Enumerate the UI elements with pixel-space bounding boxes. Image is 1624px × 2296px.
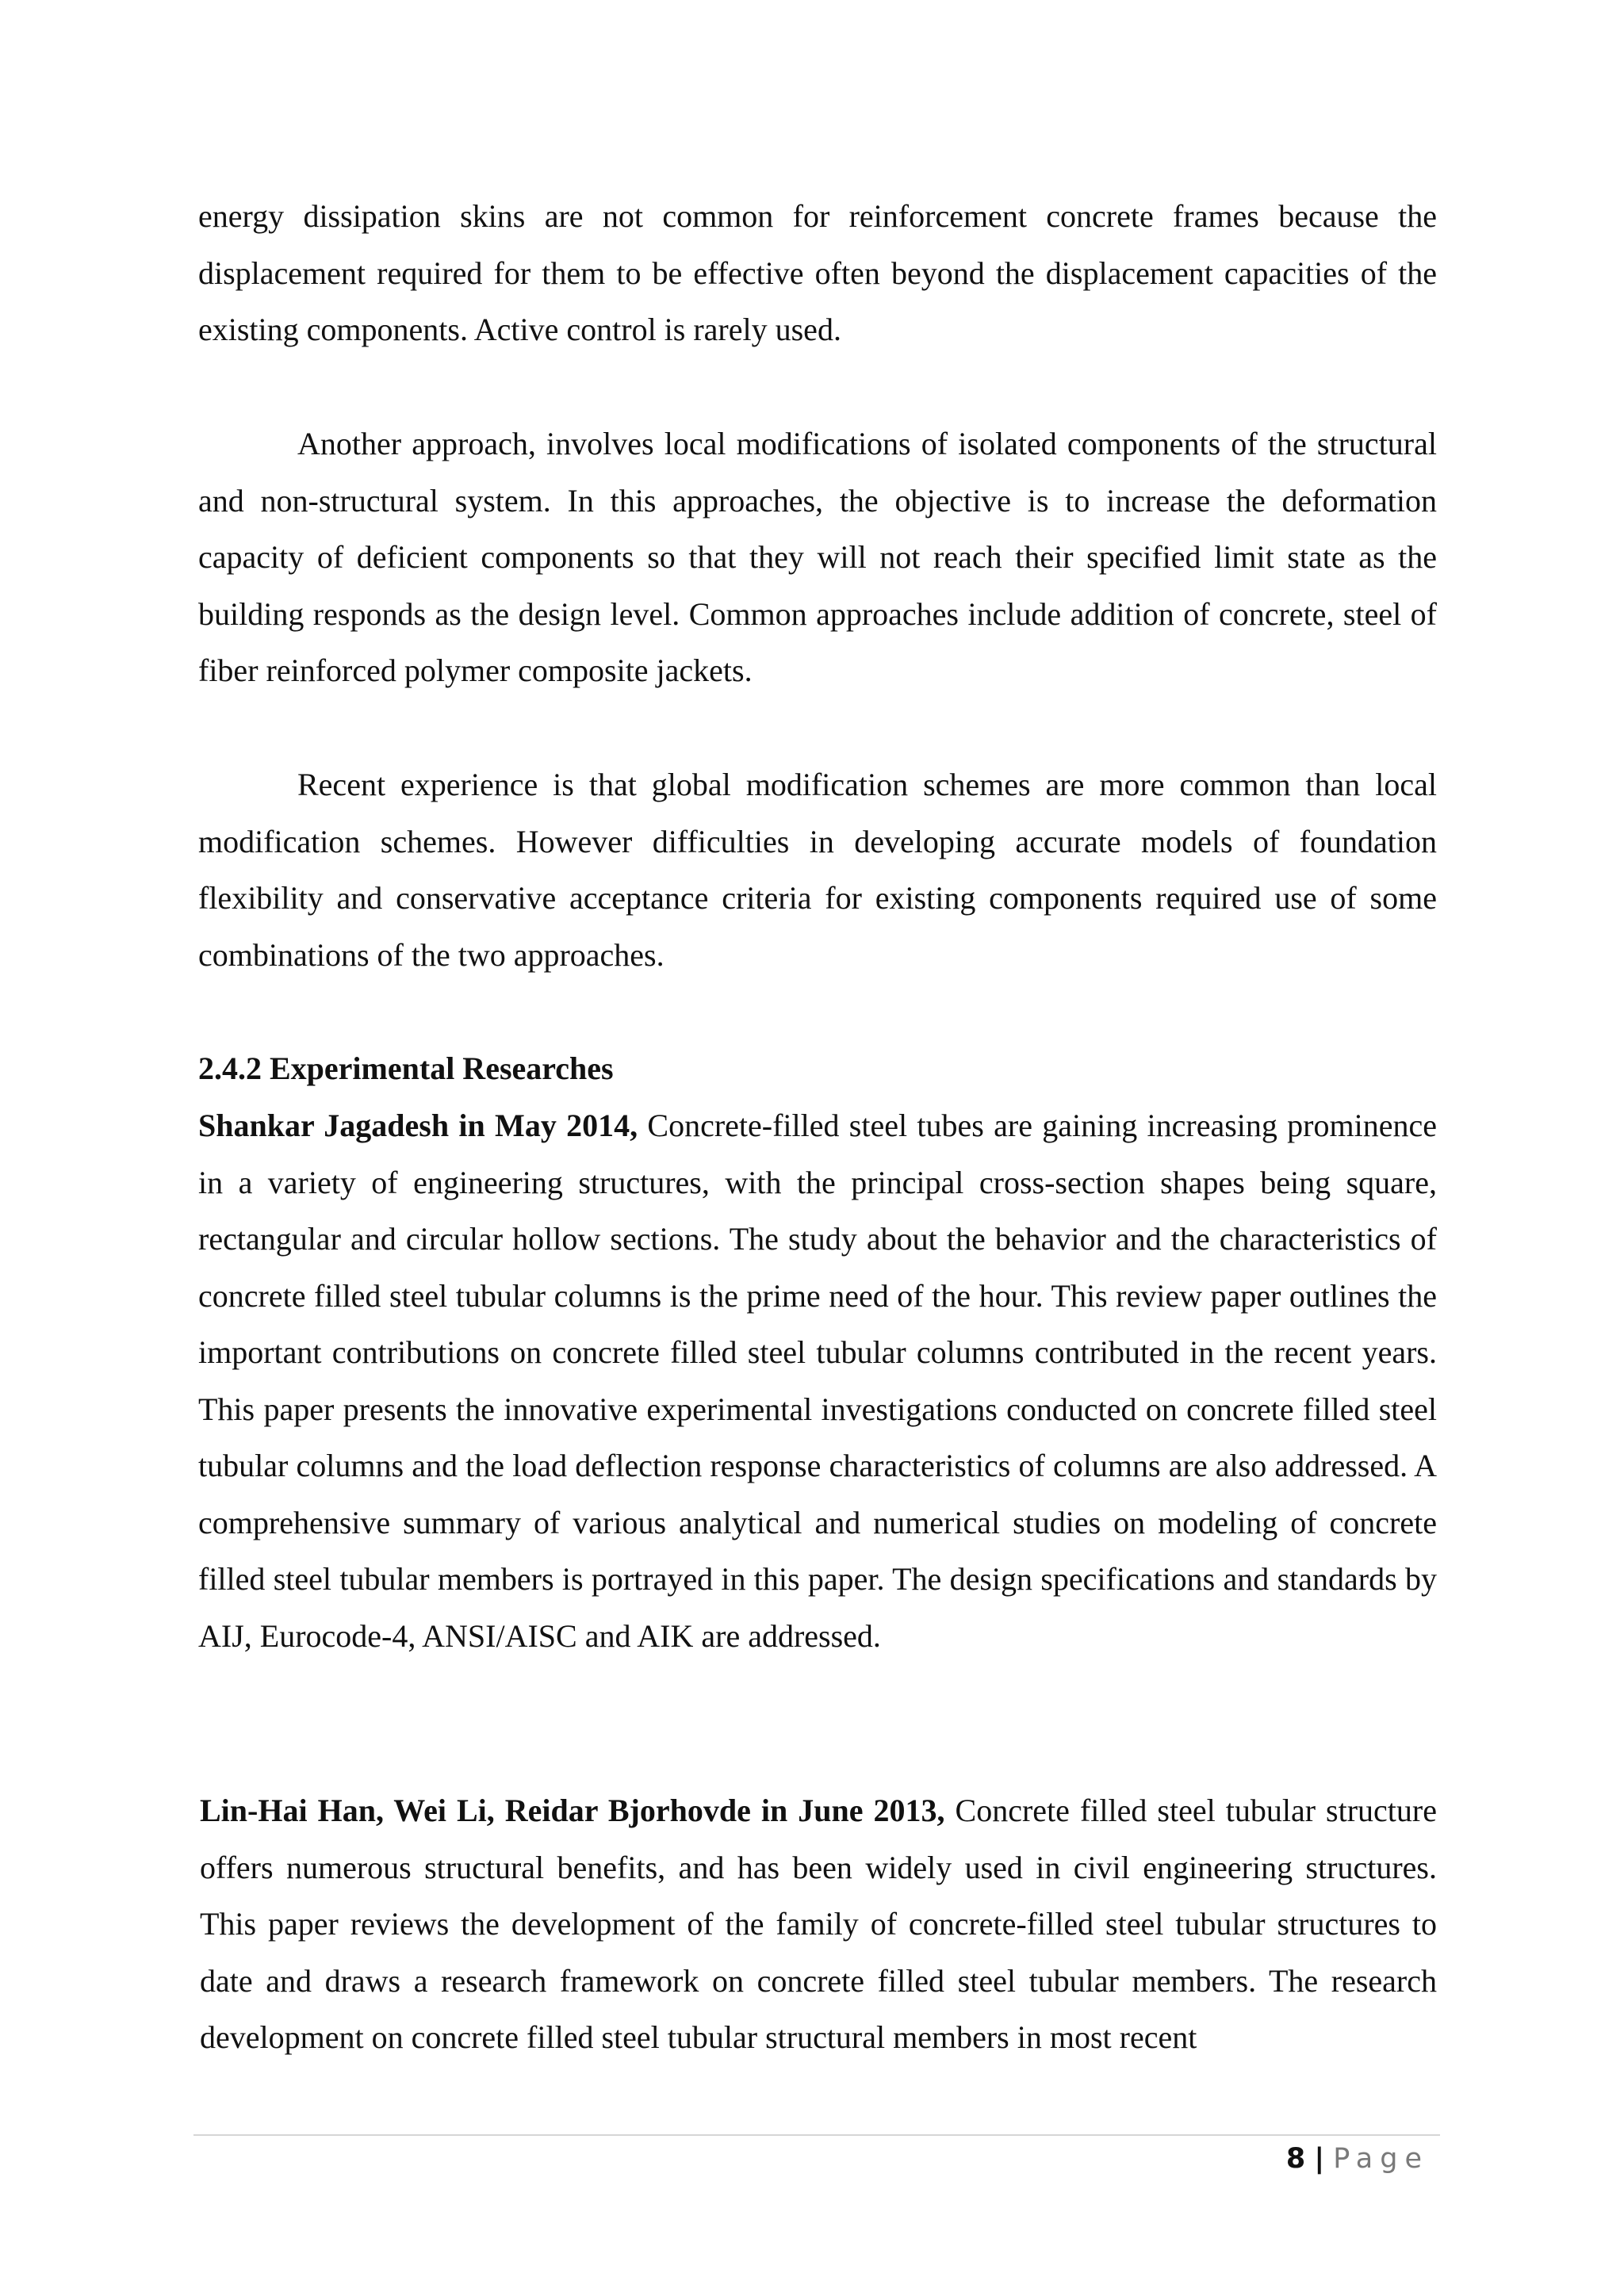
entry-lin-hai-han	[200, 1782, 1437, 2066]
footer-divider	[193, 2134, 1440, 2136]
page-number: 8	[1285, 2143, 1306, 2175]
paragraph-energy-dissipation: energy dissipation skins are not common for reinforcement concrete frames because the displacement required for them to be effective often beyond the displacement capacities of the existing components. Active control is rarely used.	[198, 198, 1437, 347]
entry-lead-author: Lin-Hai Han, Wei Li, Reidar Bjorhovde in June 2013,	[200, 1793, 945, 1828]
footer-separator: |	[1314, 2143, 1325, 2175]
paragraph-recent-experience: Recent experience is that global modification schemes are more common than local modification schemes. However difficulties in developing accurate models of foundation flexibility and conservative acceptance criteria for existing components required use of some combinations of the two approaches.	[198, 767, 1437, 973]
entry-body: Concrete filled steel tubular structure offers numerous structural benefits, and has been widely used in civil engineering structures. This paper reviews the development of the family of concrete-filled steel tubular structures to date and draws a research framework on concrete filled steel tubular members. The research development on concrete filled steel tubular structural members in most recent	[200, 1793, 1437, 2055]
entry-shankar-jagadesh	[198, 1097, 1437, 1664]
entry-body: Concrete-filled steel tubes are gaining increasing prominence in a variety of engineering structures, with the principal cross-section shapes being square, rectangular and circular hollow sections. The study about the behavior and the characteristics of concrete filled steel tubular columns is the prime need of the hour. This review paper outlines the important contributions on concrete filled steel tubular columns contributed in the recent years. This paper presents the innovative experimental investigations conducted on concrete filled steel tubular columns and the load deflection response characteristics of columns are also addressed. A comprehensive summary of various analytical and numerical studies on modeling of concrete filled steel tubular members is portrayed in this paper. The design specifications and standards by AIJ, Eurocode-4, ANSI/AISC and AIK are addressed.	[198, 1108, 1437, 1654]
page-label: Page	[1333, 2143, 1429, 2175]
paragraph-local-modifications: Another approach, involves local modifications of isolated components of the structural and non-structural system. In this approaches, the objective is to increase the deformation capacity of deficient components so that they will not reach their specified limit state as the building responds as the design level. Common approaches include addition of concrete, steel of fiber reinforced polymer composite jackets.	[198, 426, 1437, 688]
section-heading: 2.4.2 Experimental Researches	[198, 1050, 614, 1086]
entry-lead-author: Shankar Jagadesh in May 2014,	[198, 1108, 638, 1143]
page-footer	[1286, 2139, 1429, 2179]
